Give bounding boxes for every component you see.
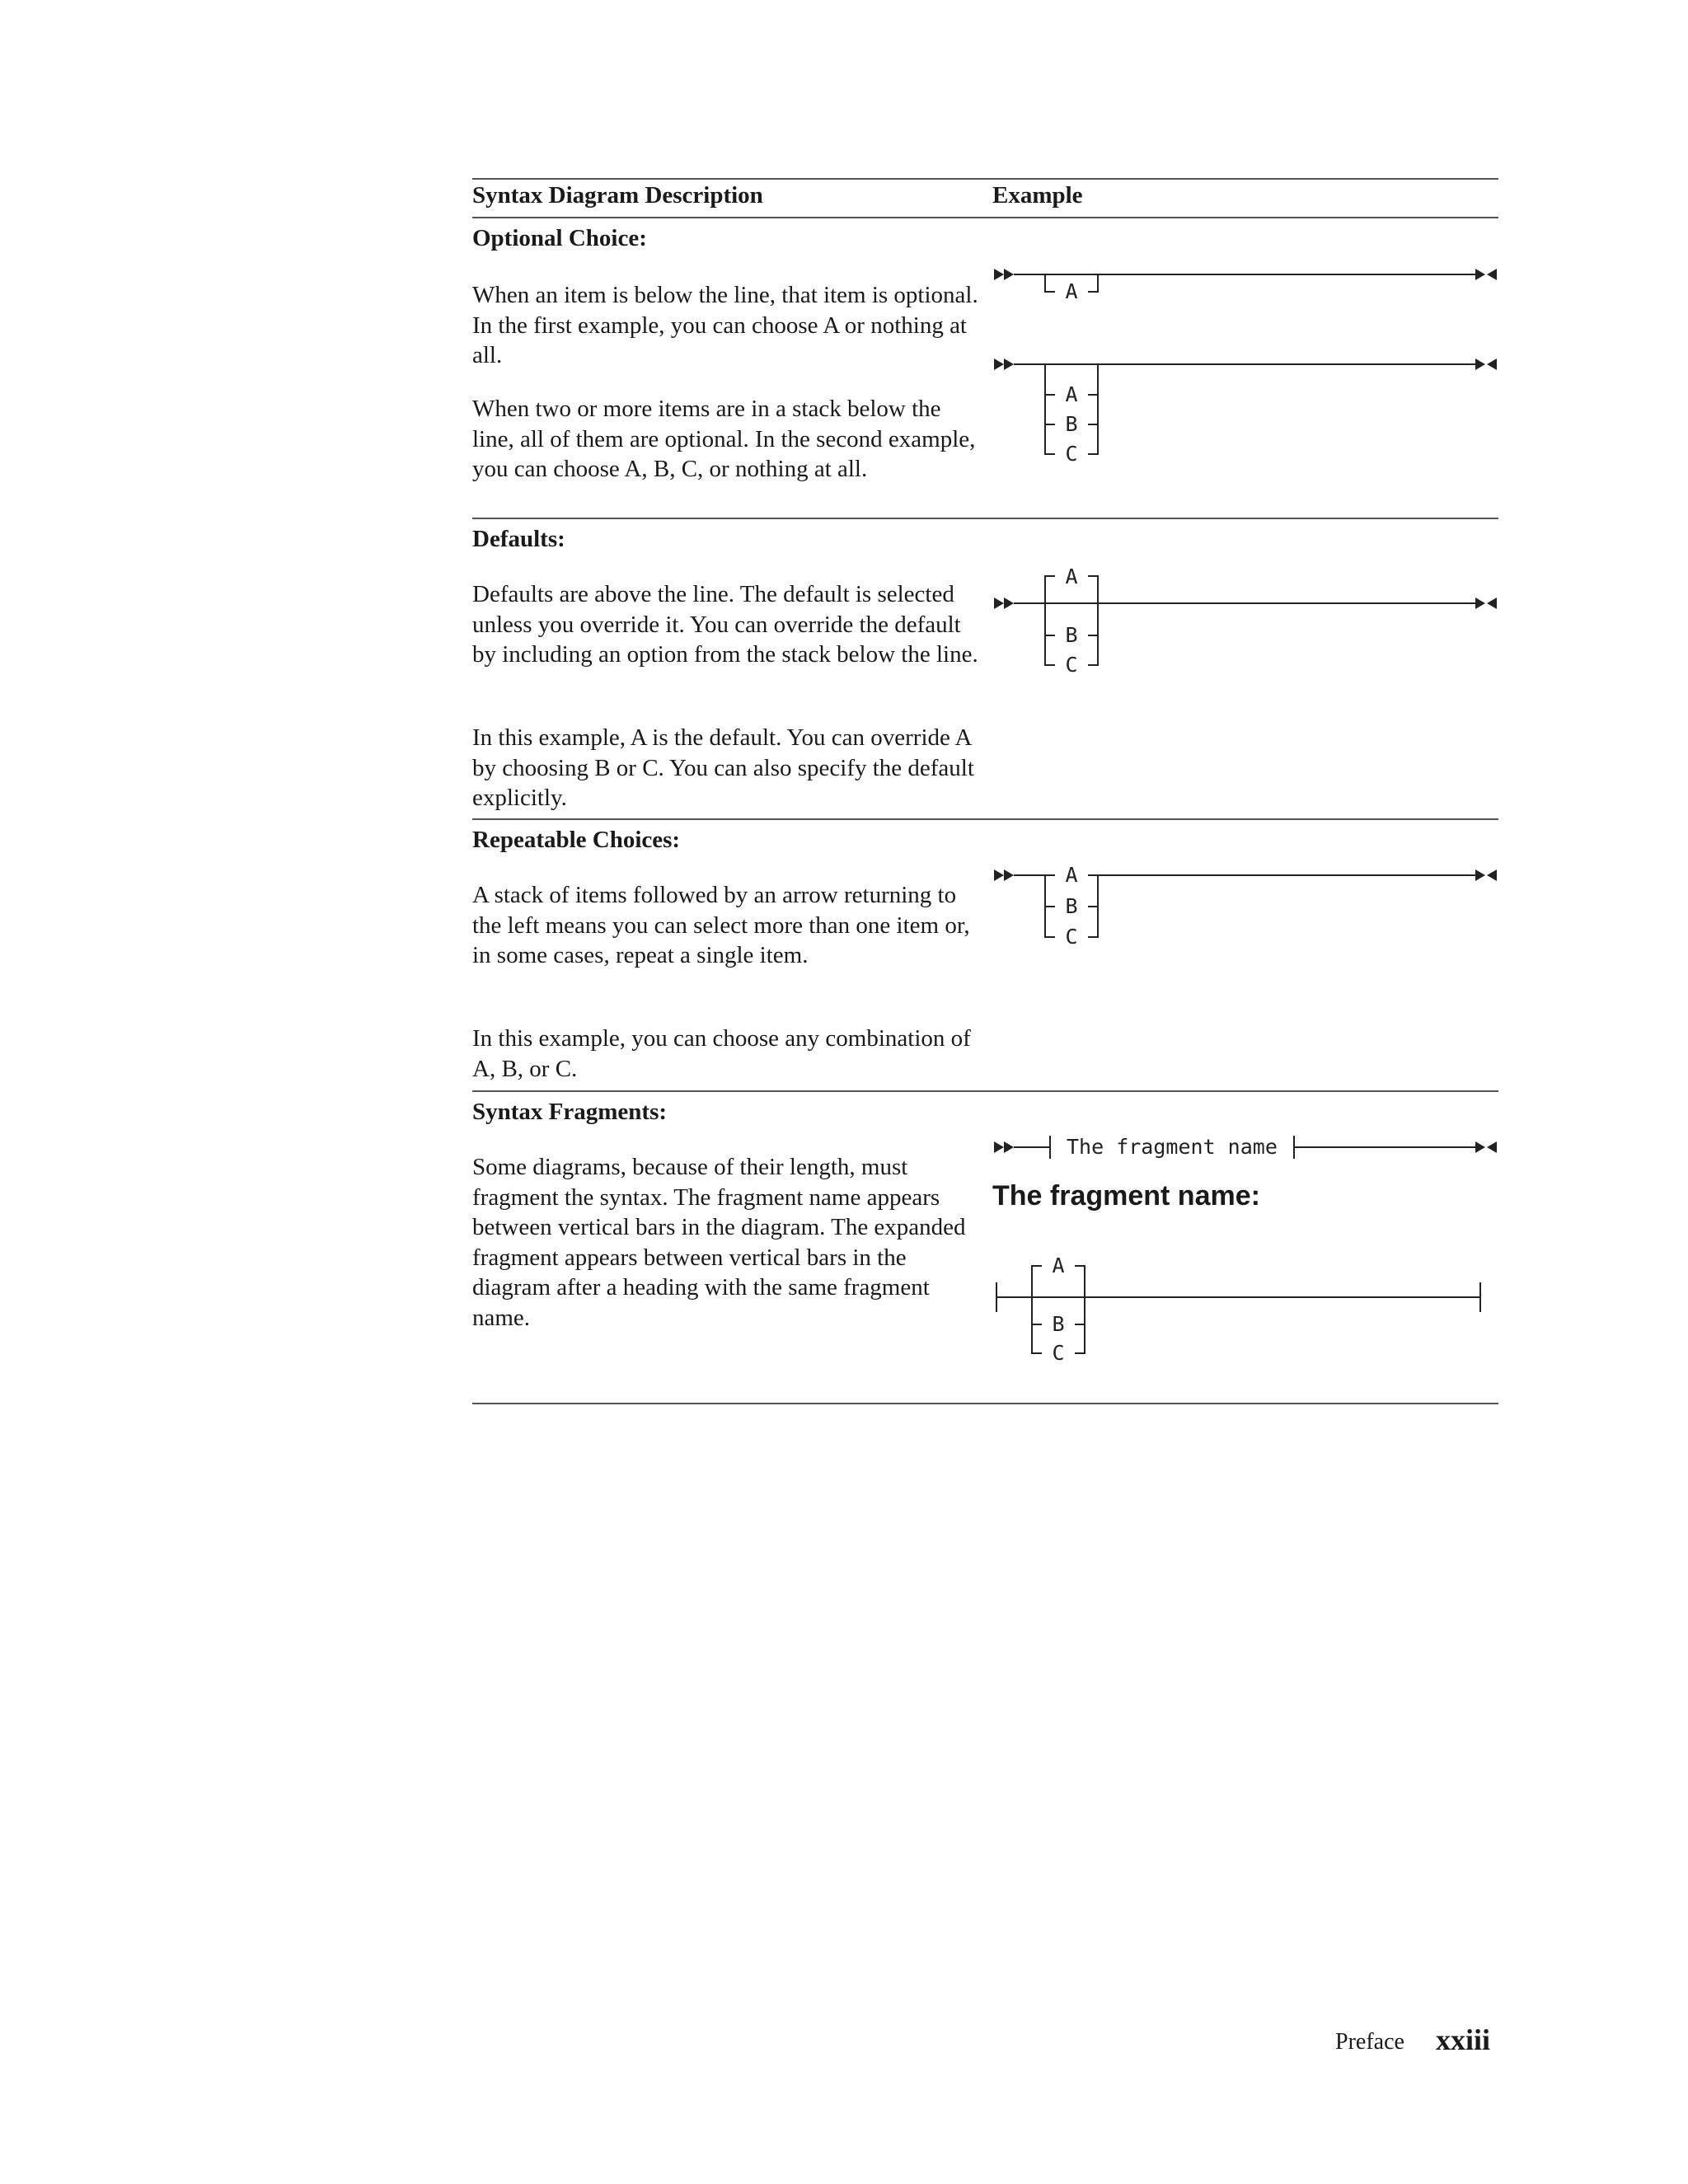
table-top-rule <box>472 178 1498 180</box>
paragraph-syntax-fragments: Some diagrams, because of their length, must fragment the syntax. The fragment name appears between vertical bars in the diagram. The expanded fragment appears between vertical bars in the diagram after a heading with the same fragment name. <box>472 1154 966 1331</box>
paragraph-defaults-2: In this example, A is the default. You can override A by choosing B or C. You can also specify the default explicitly. <box>472 724 974 811</box>
diagram-fragment-reference <box>989 1131 1500 1172</box>
column-header-description: Syntax Diagram Description <box>472 182 763 209</box>
diagram-item-b: B <box>1065 894 1078 918</box>
diagram-fragment-ref: The fragment name <box>1067 1135 1278 1159</box>
diagram-item-c: C <box>1065 442 1078 466</box>
diagram-optional-single <box>989 260 1500 326</box>
page-number: xxiii <box>1436 2023 1491 2056</box>
section-title-repeatable-choices: Repeatable Choices: <box>472 827 681 853</box>
section-title-optional-choice: Optional Choice: <box>472 225 647 251</box>
section-rule-3 <box>472 1090 1498 1092</box>
diagram-fragment-expanded <box>989 1251 1500 1366</box>
paragraph-repeatable-2: In this example, you can choose any combination of A, B, or C. <box>472 1025 971 1082</box>
paragraph-repeatable-1: A stack of items followed by an arrow returning to the left means you can select more than one item or, in some cases, repeat a single item. <box>472 882 970 968</box>
table-header-rule <box>472 217 1498 218</box>
diagram-item-b: B <box>1052 1312 1065 1336</box>
diagram-item-a: A <box>1065 565 1078 588</box>
diagram-item-b: B <box>1065 412 1078 436</box>
table-bottom-rule <box>472 1403 1498 1404</box>
paragraph-optional-choice-2: When two or more items are in a stack below the line, all of them are optional. In the second example, you can choose A, B, C, or nothing at all. <box>472 396 976 482</box>
paragraph-defaults-1: Defaults are above the line. The default is selected unless you override it. You can override the default by including an option from the stack below the line. <box>472 581 978 668</box>
fragment-heading: The fragment name: <box>992 1180 1260 1212</box>
section-rule-2 <box>472 818 1498 820</box>
diagram-optional-stack <box>989 350 1500 466</box>
diagram-item-b: B <box>1065 623 1078 647</box>
diagram-item-c: C <box>1065 925 1078 949</box>
diagram-item-a: A <box>1065 382 1078 406</box>
diagram-item-a: A <box>1065 279 1078 303</box>
diagram-repeatable <box>989 861 1500 952</box>
diagram-item-a: A <box>1065 863 1078 887</box>
diagram-item-a: A <box>1052 1254 1065 1277</box>
section-title-defaults: Defaults: <box>472 526 565 552</box>
footer-section-label: Preface <box>1335 2029 1404 2055</box>
section-title-syntax-fragments: Syntax Fragments: <box>472 1099 668 1125</box>
diagram-item-c: C <box>1065 653 1078 677</box>
column-header-example: Example <box>992 182 1083 209</box>
diagram-defaults <box>989 560 1500 684</box>
paragraph-optional-choice-1: When an item is below the line, that item is optional. In the first example, you can choose A or nothing at all. <box>472 282 978 368</box>
section-rule-1 <box>472 518 1498 519</box>
diagram-item-c: C <box>1052 1341 1065 1365</box>
